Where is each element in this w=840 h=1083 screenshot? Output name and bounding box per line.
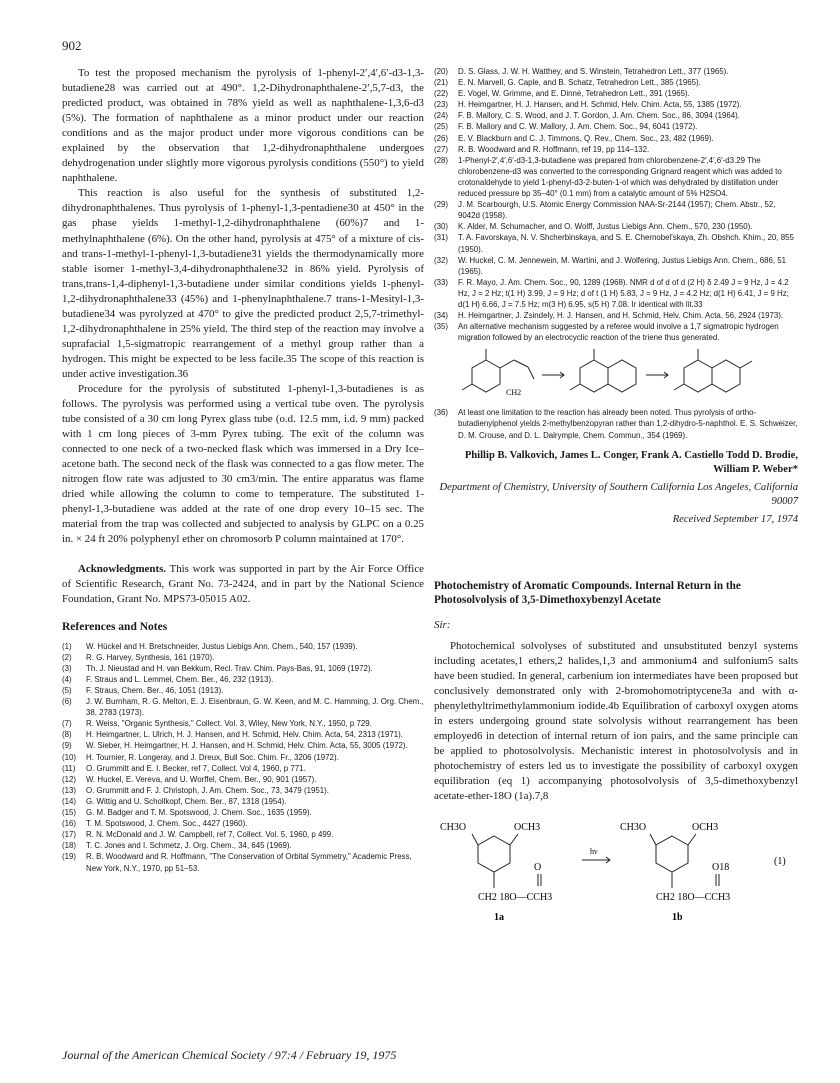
reference-item: (36) At least one limitation to the reaction has already been noted. Thus pyrolysis of ortho-butadienylphenol yields 2-methylbenzopyran rather than 1,2-dihydro-5-naphthol. E. S. Schweizer, D. M. Crouse, and D. L. Dalrymple, Chem. Commun., 354 (1969).: [434, 408, 798, 440]
reference-text: H. Heimgartner, J. Zsindely, H. J. Hansen, and H. Schmid, Helv. Chim. Acta, 56, 2924 (1973).: [458, 311, 784, 321]
reference-item: [434, 255, 798, 277]
reference-text: T. M. Spotswood, J. Chem. Soc., 4427 (1960).: [86, 819, 248, 829]
salutation: Sir:: [434, 618, 451, 631]
reference-text: J. W. Burnham, R. G. Melton, E. J. Eisenbraun, G. W. Keen, and M. C. Hamming, J. Org. Chem., 38, 2783 (1973).: [86, 697, 424, 718]
reference-text: 1-Phenyl-2′,4′,6′-d3-1,3-butadiene was prepared from chlorobenzene-2′,4′,6′-d3.29 The chlorobenzene-d3 was converted to the corresponding Grignard reagent which was added to crotonaldehyde to yield 1-phenyl-d3-2-buten-1-ol which was dehydrated by distillation under reduced pressure bp 35–40° (0.1 mm) from a catalytic amount of 5% H2SO4.: [458, 155, 782, 199]
och3-label: CH3O: [440, 822, 467, 834]
reference-text: K. Alder, M. Schumacher, and O. Wolff, Justus Liebigs Ann. Chem., 570, 230 (1950).: [458, 222, 753, 232]
reference-text: F. Straus, Chem. Ber., 46, 1051 (1913).: [86, 686, 224, 696]
reference-item: [434, 99, 798, 110]
reference-text: O. Grummitt and F. J. Christoph, J. Am. Chem. Soc., 73, 3479 (1951).: [86, 785, 329, 795]
reference-item: [62, 851, 424, 873]
reference-item: [434, 277, 798, 310]
reference-text: J. M. Scarbourgh, U.S. Atomic Energy Commission NAA-Sr-2144 (1957); Chem. Abstr., 52, 9042d (1958).: [458, 200, 776, 221]
reference-text: H. Heimgartner, L. Ulrich, H. J. Hansen, and H. Schmid, Helv. Chim. Acta, 54, 2313 (1971).: [86, 730, 403, 740]
reference-item: [62, 774, 424, 785]
affiliation: Department of Chemistry, University of Southern California Los Angeles, California 90007: [439, 481, 798, 507]
reference-text: W. Hückel and H. Bretschneider, Justus Liebigs Ann. Chem., 540, 157 (1939).: [86, 641, 358, 651]
equation-number: (1): [774, 856, 786, 868]
reference-number: (24): [434, 111, 449, 121]
reference-number: (6): [62, 697, 72, 707]
reference-number: (33): [434, 277, 449, 287]
reference-number: (29): [434, 200, 449, 210]
body-paragraph: To test the proposed mechanism the pyrolysis of 1-phenyl-2′,4′,6′-d3-1,3-butadiene28 was carried out at 490°. 1,2-Dihydronaphthalene-2′,5,7-d3, the predicted product, was obtained in 78% yield as well as naphthalene-1,3,6-d3 (5%). The formation of naphthalene as a minor product under our reaction conditions and as the major product under more vigorous conditions can be explained by the observation that 1,2-dihydronaphthalene undergoes dehydrogenation under slightly more vigorous pyrolysis conditions (550°) to yield naphthalene.: [62, 67, 424, 185]
reference-number: (13): [62, 785, 77, 795]
scheme-structure-2: [570, 349, 636, 392]
reference-item: [434, 77, 798, 88]
reference-item: [62, 696, 424, 718]
reference-text: An alternative mechanism suggested by a referee would involve a 1,7 sigmatropic hydrogen migration followed by an electrocyclic reaction of the triene thus generated.: [458, 322, 779, 343]
reference-item: [434, 310, 798, 321]
reference-number: (31): [434, 233, 449, 243]
reference-item: [434, 110, 798, 121]
ack-title: Acknowledgments.: [78, 562, 167, 575]
reference-number: (10): [62, 752, 77, 762]
reference-text: R. N. McDonald and J. W. Campbell, ref 7, Collect. Vol. 5, 1960, p 499.: [86, 830, 334, 840]
reference-item: [62, 729, 424, 740]
reference-item: [434, 66, 798, 77]
reference-text: F. R. Mayo, J. Am. Chem. Soc., 90, 1289 (1968). NMR d of d of d (2 H) δ 2.49 J = 9 Hz, J = 4.2 Hz, J = 2 Hz; t(1 H) 3.99, J = 9 Hz; d of t (1 H) 5.83, J = 9 Hz, J = 4.2 Hz; d(1 H) 6.41, J = 9 Hz; d(1 H) 6.66, J = 7.5 Hz; m(3 H) 6.95, s(5 H) 7.08. Ir identical with lit.33: [458, 277, 789, 309]
reference-item: [62, 641, 424, 652]
references-list-continued: [434, 66, 798, 343]
reference-text: H. Heimgartner, H. J. Hansen, and H. Schmid, Helv. Chim. Acta, 55, 1385 (1972).: [458, 100, 742, 110]
och3-label: OCH3: [692, 822, 719, 834]
reference-number: (28): [434, 155, 449, 165]
reference-item: [434, 121, 798, 132]
reference-text: R. G. Harvey, Synthesis, 161 (1970).: [86, 652, 215, 662]
reference-item: [434, 133, 798, 144]
ack-text: This work was supported in part by the Air Force Office of Scientific Research, Grant No. 73-2424, and in part by the National Science Foundation, Grant No. MPS73-05015 A02.: [62, 562, 424, 605]
carbonyl-o18-label: O18: [712, 862, 730, 874]
compound-label-1a: 1a: [494, 912, 504, 924]
article-title: Photochemistry of Aromatic Compounds. Internal Return in the Photosolvolysis of 3,5-Dimethoxybenzyl Acetate: [434, 579, 741, 606]
reference-item: [62, 829, 424, 840]
reference-item: [434, 232, 798, 254]
reference-number: (35): [434, 322, 449, 332]
reference-number: (18): [62, 841, 77, 851]
reference-text: O. Grummitt and E. I. Becker, ref 7, Collect. Vol 4, 1960, p 771.: [86, 763, 306, 773]
reference-item: [62, 740, 424, 751]
reference-text: T. A. Favorskaya, N. V. Shcherbinskaya, and S. E. Chernobel'skaya, Zh. Obshch. Khim., 20, 855 (1950).: [458, 233, 794, 254]
reference-number: (17): [62, 830, 77, 840]
reference-text: G. Wittig and U. Schollkopf, Chem. Ber., 87, 1318 (1954).: [86, 796, 287, 806]
reference-number: (25): [434, 122, 449, 132]
reference-number: (15): [62, 808, 77, 818]
hv-label: hν: [590, 847, 598, 857]
reference-text: F. B. Mallory and C. W. Mallory, J. Am. Chem. Soc., 94, 6041 (1972).: [458, 122, 698, 132]
reference-number: (9): [62, 741, 72, 751]
reaction-scheme: [434, 345, 798, 403]
reference-text: G. M. Badger and T. M. Spotswood, J. Chem. Soc., 1635 (1959).: [86, 808, 312, 818]
reference-number: (7): [62, 719, 72, 729]
reference-text: D. S. Glass, J. W. H. Watthey, and S. Winstein, Tetrahedron Lett., 377 (1965).: [458, 67, 729, 76]
reference-number: (34): [434, 311, 449, 321]
reference-text: E. V. Blackburn and C. J. Timmons, Q. Rev., Chem. Soc., 23, 482 (1969).: [458, 133, 714, 143]
reference-item: [434, 221, 798, 232]
reference-text: R. Weiss, "Organic Synthesis," Collect. Vol. 3, Wiley, New York, N.Y., 1950, p 729.: [86, 719, 372, 729]
body-paragraph: Photochemical solvolyses of substituted and unsubstituted benzyl systems including acetates,1 ethers,2 halides,1,3 and ammonium4 and sulfonium5 salts have been studied. In general, carbenium ion intermediates have been proposed but conclusively demonstrated only with 2-bromohomotriptycene3a and with α-phenylethyltrimethylammonium iodide.4b Equilibration of carboxyl oxygen atoms in esters undergoing ground state solvolysis without rearrangement has been employed6 in detection of internal return of ion pairs, and the same principle can be applied to photosolvolysis. Mechanistic interest in photosolvolysis and in photochemistry of esters led us to investigate the possibility of carboxyl oxygen equilibration (eq 1) accompanying photosolvolysis of 3,5-dimethoxybenzyl acetate-ether-18O (1a).7,8: [434, 639, 798, 803]
reference-number: (16): [62, 819, 77, 829]
reference-text: F. Straus and L. Lemmel, Chem. Ber., 46, 232 (1913).: [86, 674, 274, 684]
reference-number: (1): [62, 641, 72, 651]
reference-number: (3): [62, 663, 72, 673]
reference-number: (26): [434, 133, 449, 143]
reference-number: (22): [434, 89, 449, 99]
och3-label: OCH3: [514, 822, 541, 834]
left-column: [62, 66, 424, 874]
reference-item: [62, 785, 424, 796]
reference-item: [434, 321, 798, 343]
reference-number: (27): [434, 144, 449, 154]
scheme-arrow-1: [542, 372, 564, 378]
reference-number: (2): [62, 652, 72, 662]
reference-item: [62, 652, 424, 663]
scheme-arrow-2: [646, 372, 668, 378]
reference-text: F. B. Mallory, C. S. Wood, and J. T. Gordon, J. Am. Chem. Soc., 86, 3094 (1964).: [458, 111, 740, 121]
reference-item: [62, 752, 424, 763]
reference-item: [62, 840, 424, 851]
scheme-structure-3: [674, 349, 752, 392]
reference-text: W. Huckel, C. M. Jennewein, M. Wartini, and J. Wolfering, Justus Liebigs Ann. Chem., 686, 51 (1965).: [458, 255, 787, 276]
och3-label: CH3O: [620, 822, 647, 834]
equation-1: [434, 812, 798, 934]
compound-label-1b: 1b: [672, 912, 683, 924]
right-column: [434, 66, 798, 934]
reference-item: [434, 155, 798, 199]
reference-text: T. C. Jones and I. Schmetz, J. Org. Chem., 34, 645 (1969).: [86, 841, 292, 851]
references-heading: References and Notes: [62, 620, 168, 633]
received-date: Received September 17, 1974: [672, 513, 798, 525]
reference-number: (12): [62, 774, 77, 784]
reference-item: [62, 674, 424, 685]
reference-number: (8): [62, 730, 72, 740]
ester-group-label: CH2 18O—CCH3: [656, 892, 731, 904]
reference-number: (30): [434, 222, 449, 232]
reference-number: (32): [434, 255, 449, 265]
reference-item: [62, 796, 424, 807]
reference-number: (4): [62, 674, 72, 684]
reference-item: [434, 199, 798, 221]
reference-36: [434, 407, 798, 440]
reference-text: E. Vogel, W. Grimme, and E. Dinnė, Tetrahedron Lett., 391 (1965).: [458, 89, 690, 99]
reference-number: (11): [62, 763, 76, 773]
reference-number: (14): [62, 796, 77, 806]
reference-number: (23): [434, 100, 449, 110]
reference-text: Th. J. Nieustad and H. van Bekkum, Recl. Trav. Chim. Pays-Bas, 91, 1069 (1972).: [86, 663, 373, 673]
body-paragraph: Procedure for the pyrolysis of substituted 1-phenyl-1,3-butadienes is as follows. The pyrolysis was performed using a vertical tube oven. The pyrolysis tube consisted of a 30 cm long Pyrex glass tube (o.d. 12.5 mm, i.d. 9 mm) packed with 1 cm long pieces of 3-mm Pyrex tubing. The exit of the column was connected to one neck of a two-necked flask which was immersed in a Dry Ice–acetone bath. The second neck of the flask was connected to a gas flow meter. The nitrogen flow rate was adjusted to 30 cm3/min. The entire apparatus was flame dried while allowing the column to come to temperature. The substituted 1-phenyl-1,3-butadiene was added at the rate of one drop every 10–15 sec. The material from the trap was collected and subjected to analysis by GLPC on a 0.25 in. × 24 ft 20% polyphenyl ether on chromosorb P column maintained at 170°.: [62, 382, 424, 546]
structure-1b: [650, 834, 719, 888]
reference-text: R. B. Woodward and R. Hoffmann, ref 19, pp 114–132.: [458, 144, 650, 154]
reference-item: [62, 763, 424, 774]
reference-item: [434, 88, 798, 99]
body-paragraph: This reaction is also useful for the synthesis of substituted 1,2-dihydronaphthalenes. Thus pyrolysis of 1-phenyl-1,3-pentadiene30 at 450° in the gas phase yields 1-methyl-1,2-dihydronaphthalene (60%)7 and 1-methylnaphthalene (6%). On the other hand, pyrolysis at 475° of a mixture of cis- and trans-1-methyl-1-phenyl-1,3-butadiene31 yields the thermodynamically more stable isomer 1-methyl-3,4-dihydronaphthalene32 in 86% yield. Pyrolysis of trans,trans-1,4-diphenyl-1,3-butadiene under similar conditions yields 1-phenyl-1,2-dihydronaphthalene33 (45%) and 1-phenylnaphthalene.7 trans-1-Mesityl-1,3-butadiene34 was pyrolyzed at 470° to give the predicted product 2,5,7-trimethyl-1,2-dihydronaphthalene in 25% yield. The third step of the reaction may involve a suprafacial 1,5-sigmatropic rearrangement of a methyl group rather than a hydrogen. This might be expected to be less facile.35 The scope of this reaction is under active investigation.36: [62, 187, 424, 380]
ch2-label: CH2: [506, 388, 522, 398]
reference-item: [62, 818, 424, 829]
references-list: [62, 641, 424, 874]
reference-text: R. B. Woodward and R. Hoffmann, "The Conservation of Orbital Symmetry," Academic Press, New York, N.Y., 1970, pp 51–53.: [86, 852, 412, 873]
reaction-arrow: [582, 857, 610, 863]
structure-1a: [472, 834, 541, 888]
reference-number: (21): [434, 78, 449, 88]
acknowledgments: [62, 562, 424, 607]
reference-text: W. Sieber, H. Heimgartner, H. J. Hansen, and H. Schmid, Helv. Chim. Acta, 55, 3005 (1972).: [86, 741, 408, 751]
authors: Phillip B. Valkovich, James L. Conger, Frank A. Castiello Todd D. Brodie, William P. Weber*: [464, 449, 798, 475]
page-number: 902: [62, 38, 82, 53]
reference-item: [62, 718, 424, 729]
reference-text: H. Tournier, R. Longeray, and J. Dreux, Bull Soc. Chim. Fr., 3206 (1972).: [86, 752, 339, 762]
journal-footer: Journal of the American Chemical Society / 97:4 / February 19, 1975: [62, 1048, 397, 1062]
reference-item: [62, 685, 424, 696]
reference-item: [434, 144, 798, 155]
reference-item: [62, 807, 424, 818]
carbonyl-o-label: O: [534, 862, 542, 874]
scheme-structure-1: [462, 349, 534, 392]
reference-number: (19): [62, 852, 77, 862]
reference-item: [62, 663, 424, 674]
reference-number: (20): [434, 67, 449, 76]
reference-text: E. N. Marvell, G. Caple, and B. Schatz, Tetrahedron Lett., 385 (1965).: [458, 78, 701, 88]
reference-text: W. Huckel, E. Vereva, and U. Worffel, Chem. Ber., 90, 901 (1957).: [86, 774, 317, 784]
reference-number: (5): [62, 686, 72, 696]
ester-group-label: CH2 18O—CCH3: [478, 892, 553, 904]
